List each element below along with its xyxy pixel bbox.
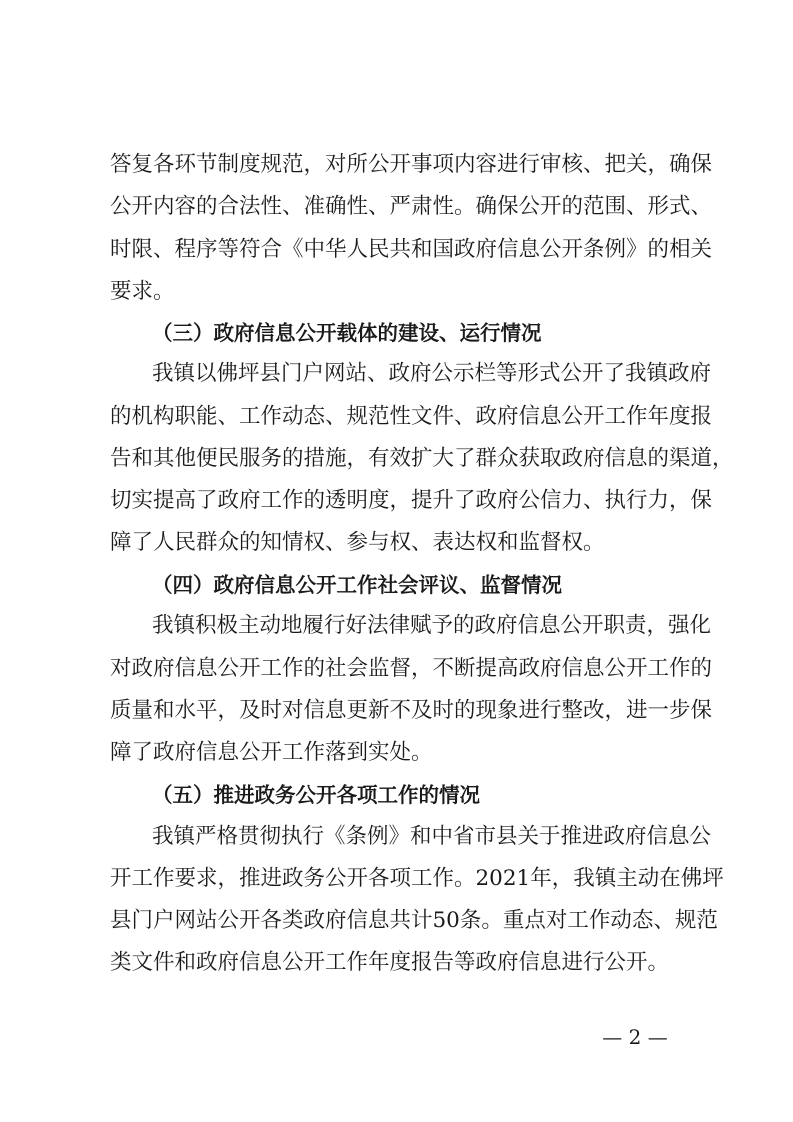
body-text-line: 我镇以佛坪县门户网站、政府公示栏等形式公开了我镇政府 [152,361,712,386]
body-text-line: 答复各环节制度规范，对所公开事项内容进行审核、把关，确保 [110,152,713,177]
body-text-line: 要求。 [110,279,175,304]
body-text-line: 类文件和政府信息公开工作年度报告等政府信息进行公开。 [110,950,670,975]
body-text-line: 开工作要求，推进政务公开各项工作。2021年，我镇主动在佛坪 [110,866,724,891]
body-text-line: 对政府信息公开工作的社会监督，不断提高政府信息公开工作的 [110,656,713,681]
body-text-line: 时限、程序等符合《中华人民共和国政府信息公开条例》的相关 [110,237,713,262]
body-text-line: 我镇积极主动地履行好法律赋予的政府信息公开职责，强化 [152,613,712,638]
page-number: — 2 — [602,1025,668,1049]
body-text-line: 切实提高了政府工作的透明度，提升了政府公信力、执行力，保 [110,488,713,513]
section-heading-four: （四）政府信息公开工作社会评议、监督情况 [152,573,562,597]
body-text-line: 的机构职能、工作动态、规范性文件、政府信息公开工作年度报 [110,404,713,429]
body-text-line: 我镇严格贯彻执行《条例》和中省市县关于推进政府信息公 [152,824,712,849]
body-text-line: 告和其他便民服务的措施，有效扩大了群众获取政府信息的渠道， [110,446,734,471]
body-text-line: 质量和水平，及时对信息更新不及时的现象进行整改，进一步保 [110,698,713,723]
body-text-line: 障了人民群众的知情权、参与权、表达权和监督权。 [110,530,605,555]
body-text-line: 障了政府信息公开工作落到实处。 [110,740,433,765]
section-heading-three: （三）政府信息公开载体的建设、运行情况 [152,321,542,345]
body-text-line: 公开内容的合法性、准确性、严肃性。确保公开的范围、形式、 [110,194,713,219]
section-heading-five: （五）推进政务公开各项工作的情况 [152,783,480,807]
body-text-line: 县门户网站公开各类政府信息共计50条。重点对工作动态、规范 [110,908,718,933]
